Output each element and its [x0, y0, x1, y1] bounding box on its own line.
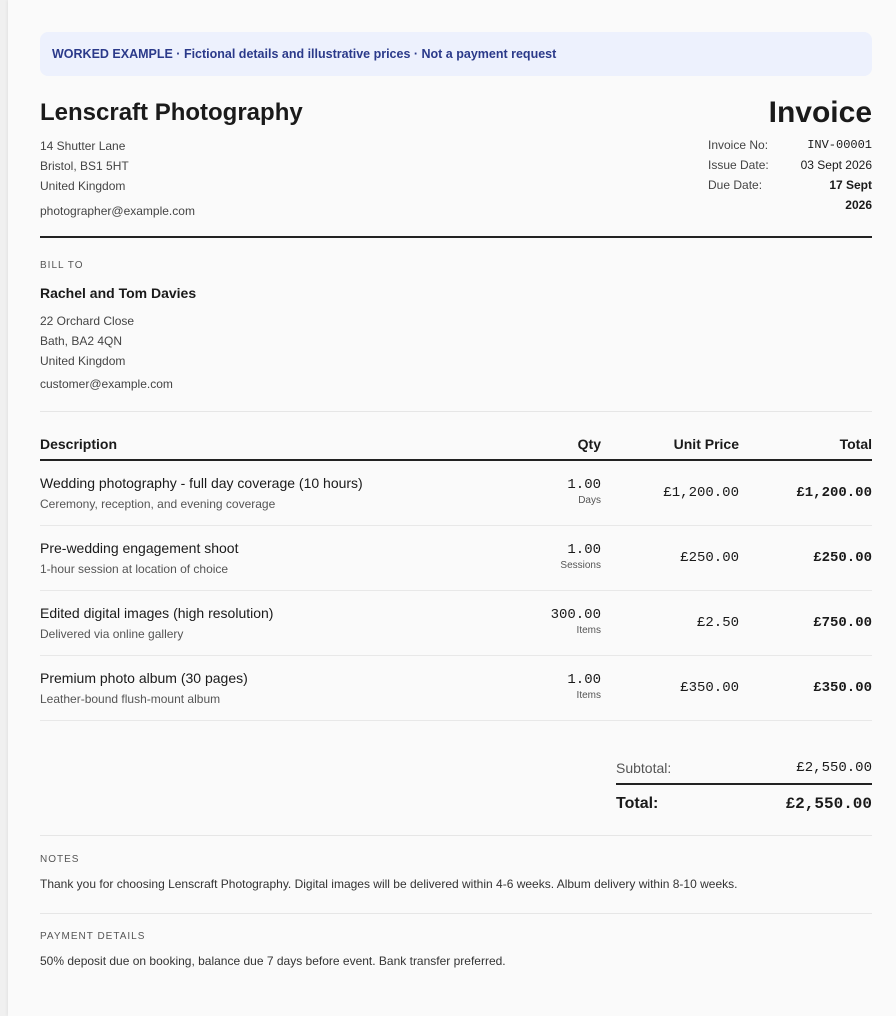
business-info — [40, 98, 303, 218]
item-qty: 300.00 — [550, 607, 601, 623]
customer-email: customer@example.com — [40, 377, 173, 391]
due-date: 17 Sept 2026 — [829, 178, 872, 212]
invoice-title: Invoice — [768, 96, 872, 129]
item-name: Pre-wedding engagement shoot — [40, 540, 239, 556]
business-name: Lenscraft Photography — [40, 99, 303, 126]
total-row — [616, 795, 872, 813]
header-divider — [40, 236, 872, 238]
totals-divider — [40, 835, 872, 836]
item-unit-price: £350.00 — [680, 680, 739, 696]
totals-block — [616, 757, 872, 813]
header-description: Description — [40, 436, 118, 452]
invoice-meta — [708, 98, 872, 218]
business-address — [40, 136, 303, 196]
customer-address-line: United Kingdom — [40, 354, 126, 368]
item-total: £250.00 — [813, 550, 872, 566]
issue-date-row — [708, 155, 872, 175]
invoice-number-label: Invoice No: — [708, 138, 769, 152]
item-total: £350.00 — [813, 680, 872, 696]
worked-example-banner — [40, 32, 872, 76]
issue-date-label: Issue Date: — [708, 158, 769, 172]
item-qty: 1.00 — [567, 542, 601, 558]
business-address-line: United Kingdom — [40, 179, 126, 193]
header-total: Total — [839, 436, 872, 452]
item-unit-price: £250.00 — [680, 550, 739, 566]
payment-text: 50% deposit due on booking, balance due 7 days before event. Bank transfer preferred. — [40, 954, 506, 968]
business-address-line: Bristol, BS1 5HT — [40, 159, 129, 173]
notes-text: Thank you for choosing Lenscraft Photography. Digital images will be delivered within 4-6 weeks. Album delivery within 8-10 weeks. — [40, 877, 738, 891]
item-detail: Delivered via online gallery — [40, 627, 184, 641]
bill-to-label: BILL TO — [40, 260, 84, 271]
notes-label: NOTES — [40, 854, 80, 865]
customer-address-line: Bath, BA2 4QN — [40, 334, 123, 348]
table-row — [40, 591, 872, 656]
invoice-header — [40, 98, 872, 218]
item-detail: 1-hour session at location of choice — [40, 562, 229, 576]
table-row — [40, 526, 872, 591]
notes-section — [40, 854, 872, 891]
business-email: photographer@example.com — [40, 204, 195, 218]
payment-section — [40, 931, 872, 968]
header-unit-price: Unit Price — [673, 436, 739, 452]
line-items-table — [40, 432, 872, 721]
banner-text: WORKED EXAMPLE · Fictional details and illustrative prices · Not a payment request — [52, 47, 557, 61]
item-unit: Items — [576, 625, 601, 636]
bill-to-divider — [40, 411, 872, 412]
subtotal-label: Subtotal: — [616, 760, 672, 776]
due-date-label: Due Date: — [708, 178, 763, 192]
business-address-line: 14 Shutter Lane — [40, 139, 126, 153]
invoice-meta-table — [708, 135, 872, 212]
item-total: £1,200.00 — [796, 485, 872, 501]
item-qty: 1.00 — [567, 477, 601, 493]
invoice-content — [40, 0, 872, 968]
item-name: Edited digital images (high resolution) — [40, 605, 274, 621]
table-header — [40, 432, 872, 461]
item-unit-price: £2.50 — [696, 615, 739, 631]
payment-label: PAYMENT DETAILS — [40, 931, 146, 942]
total-value: £2,550.00 — [785, 795, 872, 813]
issue-date: 03 Sept 2026 — [800, 158, 872, 172]
invoice-number-row — [708, 135, 872, 155]
customer-address — [40, 311, 872, 371]
subtotal-row — [616, 757, 872, 785]
table-row — [40, 656, 872, 721]
item-name: Wedding photography - full day coverage (10 hours) — [40, 475, 363, 491]
notes-divider — [40, 913, 872, 914]
bill-to-section — [40, 260, 872, 391]
item-detail: Ceremony, reception, and evening coverage — [40, 497, 276, 511]
due-date-row — [708, 175, 872, 212]
item-unit-price: £1,200.00 — [663, 485, 739, 501]
item-detail: Leather-bound flush-mount album — [40, 692, 221, 706]
subtotal-value: £2,550.00 — [796, 760, 872, 776]
item-qty: 1.00 — [567, 672, 601, 688]
customer-address-line: 22 Orchard Close — [40, 314, 135, 328]
invoice-number: INV-00001 — [807, 138, 872, 152]
header-qty: Qty — [577, 436, 601, 452]
item-name: Premium photo album (30 pages) — [40, 670, 248, 686]
total-label: Total: — [616, 795, 659, 812]
customer-name: Rachel and Tom Davies — [40, 285, 197, 301]
item-unit: Days — [578, 495, 601, 506]
item-total: £750.00 — [813, 615, 872, 631]
invoice-page — [8, 0, 896, 1016]
item-unit: Sessions — [560, 560, 601, 571]
item-unit: Items — [576, 690, 601, 701]
table-row — [40, 461, 872, 526]
